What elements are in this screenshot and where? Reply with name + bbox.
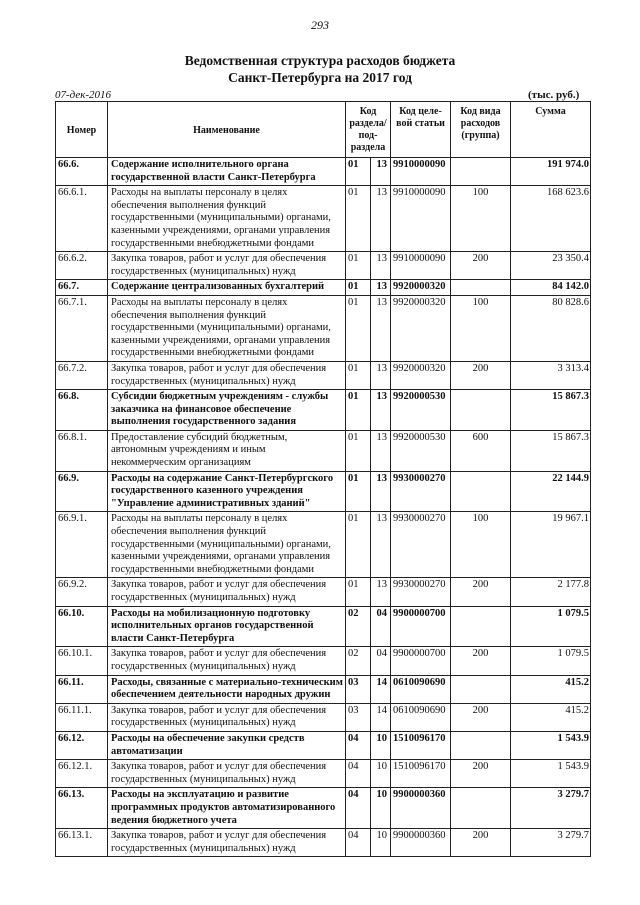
row-section-code: 01 (346, 471, 371, 512)
row-amount: 1 079.5 (511, 606, 591, 647)
row-name: Закупка товаров, работ и услуг для обеспечения государственных (муниципальных) нужд (108, 703, 346, 731)
table-row (56, 703, 591, 731)
row-section-code: 01 (346, 158, 371, 186)
table-row (56, 471, 591, 512)
row-number: 66.8. (56, 390, 108, 431)
row-number: 66.6.2. (56, 252, 108, 280)
row-target-code: 9910000090 (391, 158, 451, 186)
row-number: 66.11.1. (56, 703, 108, 731)
row-subsection-code: 13 (371, 361, 391, 389)
row-section-code: 04 (346, 829, 371, 857)
table-row (56, 788, 591, 829)
row-amount: 415.2 (511, 675, 591, 703)
document-date: 07-дек-2016 (55, 89, 112, 101)
row-name: Субсидии бюджетным учреждениям - службы заказчика на финансовое обеспечение выполнения государственного задания (108, 390, 346, 431)
row-amount: 19 967.1 (511, 512, 591, 578)
row-name: Расходы, связанные с материально-техническим обеспечением деятельности народных дружин (108, 675, 346, 703)
row-subsection-code: 13 (371, 578, 391, 606)
row-target-code: 0610090690 (391, 703, 451, 731)
row-target-code: 9920000530 (391, 430, 451, 471)
row-amount: 15 867.3 (511, 430, 591, 471)
row-name: Содержание исполнительного органа государственной власти Санкт-Петербурга (108, 158, 346, 186)
row-number: 66.11. (56, 675, 108, 703)
row-target-code: 9920000530 (391, 390, 451, 431)
row-name: Закупка товаров, работ и услуг для обеспечения государственных (муниципальных) нужд (108, 252, 346, 280)
row-number: 66.9.2. (56, 578, 108, 606)
row-expense-type (451, 731, 511, 759)
row-subsection-code: 14 (371, 703, 391, 731)
row-subsection-code: 13 (371, 295, 391, 361)
row-amount: 2 177.8 (511, 578, 591, 606)
row-name: Расходы на содержание Санкт-Петербургского государственного казенного учреждения "Управление административных зданий" (108, 471, 346, 512)
row-amount: 3 313.4 (511, 361, 591, 389)
row-subsection-code: 14 (371, 675, 391, 703)
row-amount: 1 543.9 (511, 731, 591, 759)
row-section-code: 02 (346, 647, 371, 675)
row-subsection-code: 13 (371, 158, 391, 186)
row-section-code: 01 (346, 186, 371, 252)
table-row (56, 158, 591, 186)
title-line-1: Ведомственная структура расходов бюджета (184, 53, 456, 68)
table-row (56, 829, 591, 857)
row-name: Расходы на выплаты персоналу в целях обеспечения выполнения функций государственными (муниципальными) органами, казенными учреждениями, органами управления государственными внебюджетными фондами (108, 512, 346, 578)
row-expense-type (451, 788, 511, 829)
table-row (56, 252, 591, 280)
row-amount: 168 623.6 (511, 186, 591, 252)
table-row (56, 280, 591, 296)
row-expense-type (451, 158, 511, 186)
row-number: 66.10. (56, 606, 108, 647)
row-subsection-code: 13 (371, 280, 391, 296)
row-name: Расходы на выплаты персоналу в целях обеспечения выполнения функций государственными (муниципальными) органами, казенными учреждениями, органами управления государственными внебюджетными фондами (108, 186, 346, 252)
table-row (56, 647, 591, 675)
row-name: Предоставление субсидий бюджетным, автономным учреждениям и иным некоммерческим организациям (108, 430, 346, 471)
header-sum: Сумма (511, 102, 591, 158)
row-amount: 1 543.9 (511, 760, 591, 788)
row-number: 66.12.1. (56, 760, 108, 788)
row-expense-type: 600 (451, 430, 511, 471)
row-name: Расходы на обеспечение закупки средств автоматизации (108, 731, 346, 759)
row-name: Закупка товаров, работ и услуг для обеспечения государственных (муниципальных) нужд (108, 361, 346, 389)
row-name: Закупка товаров, работ и услуг для обеспечения государственных (муниципальных) нужд (108, 647, 346, 675)
row-number: 66.7. (56, 280, 108, 296)
row-expense-type (451, 280, 511, 296)
row-amount: 15 867.3 (511, 390, 591, 431)
row-section-code: 04 (346, 731, 371, 759)
row-subsection-code: 13 (371, 430, 391, 471)
row-target-code: 9930000270 (391, 471, 451, 512)
table-row (56, 760, 591, 788)
row-subsection-code: 04 (371, 606, 391, 647)
row-section-code: 01 (346, 578, 371, 606)
table-row (56, 295, 591, 361)
row-target-code: 9930000270 (391, 578, 451, 606)
table-row (56, 512, 591, 578)
row-expense-type: 200 (451, 760, 511, 788)
row-target-code: 9900000360 (391, 829, 451, 857)
row-number: 66.7.2. (56, 361, 108, 389)
row-amount: 191 974.0 (511, 158, 591, 186)
row-target-code: 9910000090 (391, 252, 451, 280)
row-number: 66.9. (56, 471, 108, 512)
row-section-code: 01 (346, 280, 371, 296)
row-subsection-code: 13 (371, 471, 391, 512)
row-expense-type: 100 (451, 186, 511, 252)
row-expense-type: 200 (451, 829, 511, 857)
row-section-code: 01 (346, 512, 371, 578)
row-target-code: 9900000360 (391, 788, 451, 829)
units-label: (тыс. руб.) (528, 89, 580, 101)
row-section-code: 02 (346, 606, 371, 647)
row-amount: 80 828.6 (511, 295, 591, 361)
row-name: Содержание централизованных бухгалтерий (108, 280, 346, 296)
row-number: 66.13. (56, 788, 108, 829)
row-section-code: 03 (346, 703, 371, 731)
row-name: Расходы на мобилизационную подготовку исполнительных органов государственной власти Санкт-Петербурга (108, 606, 346, 647)
row-expense-type (451, 606, 511, 647)
table-row (56, 430, 591, 471)
title-line-2: Санкт-Петербурга на 2017 год (228, 70, 412, 85)
row-amount: 1 079.5 (511, 647, 591, 675)
row-amount: 23 350.4 (511, 252, 591, 280)
row-subsection-code: 10 (371, 731, 391, 759)
row-target-code: 9900000700 (391, 606, 451, 647)
row-target-code: 0610090690 (391, 675, 451, 703)
row-subsection-code: 13 (371, 186, 391, 252)
page-number: 293 (311, 18, 329, 32)
row-number: 66.13.1. (56, 829, 108, 857)
row-target-code: 9900000700 (391, 647, 451, 675)
row-expense-type (451, 471, 511, 512)
header-number: Номер (56, 102, 108, 158)
row-section-code: 03 (346, 675, 371, 703)
row-number: 66.6. (56, 158, 108, 186)
row-number: 66.10.1. (56, 647, 108, 675)
table-row (56, 675, 591, 703)
header-name: Наименование (108, 102, 346, 158)
row-number: 66.12. (56, 731, 108, 759)
row-subsection-code: 04 (371, 647, 391, 675)
row-amount: 3 279.7 (511, 788, 591, 829)
row-number: 66.9.1. (56, 512, 108, 578)
table-row (56, 186, 591, 252)
row-subsection-code: 10 (371, 760, 391, 788)
row-section-code: 01 (346, 295, 371, 361)
header-section: Код раздела/под-раздела (346, 102, 391, 158)
row-target-code: 9920000320 (391, 280, 451, 296)
table-row (56, 390, 591, 431)
row-section-code: 01 (346, 430, 371, 471)
row-amount: 84 142.0 (511, 280, 591, 296)
row-target-code: 1510096170 (391, 731, 451, 759)
table-row (56, 361, 591, 389)
row-section-code: 01 (346, 390, 371, 431)
row-expense-type: 200 (451, 361, 511, 389)
row-number: 66.6.1. (56, 186, 108, 252)
row-name: Закупка товаров, работ и услуг для обеспечения государственных (муниципальных) нужд (108, 760, 346, 788)
row-amount: 415.2 (511, 703, 591, 731)
row-target-code: 1510096170 (391, 760, 451, 788)
row-expense-type (451, 390, 511, 431)
row-target-code: 9930000270 (391, 512, 451, 578)
row-section-code: 04 (346, 760, 371, 788)
row-target-code: 9920000320 (391, 361, 451, 389)
table-row (56, 606, 591, 647)
budget-table (55, 101, 591, 857)
row-subsection-code: 10 (371, 788, 391, 829)
row-section-code: 04 (346, 788, 371, 829)
header-target: Код целе-вой статьи (391, 102, 451, 158)
row-amount: 3 279.7 (511, 829, 591, 857)
row-subsection-code: 13 (371, 390, 391, 431)
row-name: Расходы на эксплуатацию и развитие программных продуктов автоматизированного ведения бюджетного учета (108, 788, 346, 829)
row-subsection-code: 13 (371, 512, 391, 578)
row-name: Закупка товаров, работ и услуг для обеспечения государственных (муниципальных) нужд (108, 578, 346, 606)
row-expense-type (451, 675, 511, 703)
row-name: Расходы на выплаты персоналу в целях обеспечения выполнения функций государственными (муниципальными) органами, казенными учреждениями, органами управления государственными внебюджетными фондами (108, 295, 346, 361)
row-subsection-code: 10 (371, 829, 391, 857)
row-expense-type: 200 (451, 647, 511, 675)
row-expense-type: 200 (451, 703, 511, 731)
row-subsection-code: 13 (371, 252, 391, 280)
row-target-code: 9910000090 (391, 186, 451, 252)
table-header (56, 102, 591, 158)
row-number: 66.7.1. (56, 295, 108, 361)
table-row (56, 578, 591, 606)
row-expense-type: 200 (451, 252, 511, 280)
document-title (0, 52, 640, 86)
row-target-code: 9920000320 (391, 295, 451, 361)
row-amount: 22 144.9 (511, 471, 591, 512)
row-expense-type: 100 (451, 512, 511, 578)
row-expense-type: 100 (451, 295, 511, 361)
table-row (56, 731, 591, 759)
header-vid: Код вида расходов (группа) (451, 102, 511, 158)
row-section-code: 01 (346, 252, 371, 280)
row-section-code: 01 (346, 361, 371, 389)
row-expense-type: 200 (451, 578, 511, 606)
row-name: Закупка товаров, работ и услуг для обеспечения государственных (муниципальных) нужд (108, 829, 346, 857)
row-number: 66.8.1. (56, 430, 108, 471)
